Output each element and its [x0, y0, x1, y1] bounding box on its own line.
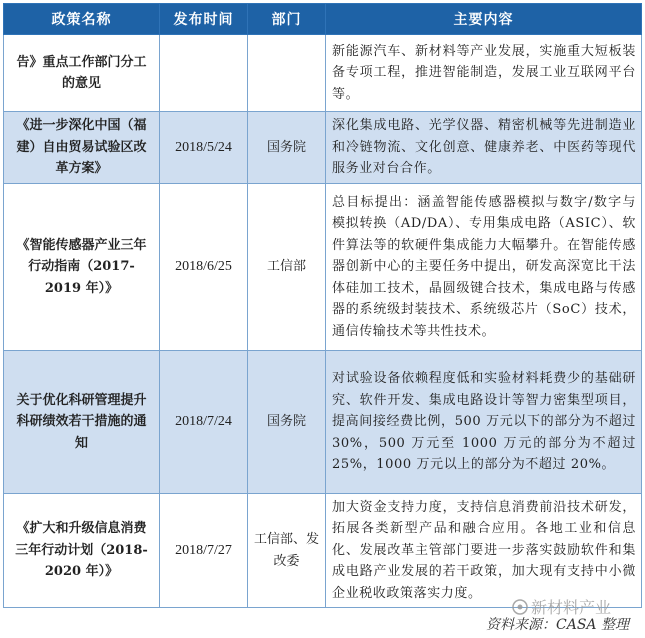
- policy-name: 关于优化科研管理提升科研绩效若干措施的通知: [4, 351, 160, 494]
- header-department: 部门: [248, 4, 326, 35]
- policy-name: 告》重点工作部门分工的意见: [4, 35, 160, 112]
- policy-name: 《智能传感器产业三年行动指南（2017-2019 年）》: [4, 184, 160, 351]
- policy-table: [3, 3, 642, 608]
- release-date: 2018/6/25: [160, 184, 248, 351]
- department: [248, 35, 326, 112]
- table-row: [4, 184, 642, 351]
- main-content: 深化集成电路、光学仪器、精密机械等先进制造业和冷链物流、文化创意、健康养老、中医药等现代服务业对台合作。: [326, 112, 642, 184]
- watermark-text: 新材料产业: [531, 598, 612, 617]
- main-content: 总目标提出：涵盖智能传感器模拟与数字/数字与模拟转换（AD/DA）、专用集成电路（ASIC）、软件算法等的软硬件集成能力大幅攀升。在智能传感器创新中心的主要任务中提出，研发高深宽比干法体硅加工技术，晶圆级键合技术，集成电路与传感器的系统级封装技术、系统级芯片（SoC）技术，通信传输技术等共性技术。: [326, 184, 642, 351]
- header-main-content: 主要内容: [326, 4, 642, 35]
- department: 国务院: [248, 351, 326, 494]
- main-content: 加大资金支持力度，支持信息消费前沿技术研发，拓展各类新型产品和融合应用。各地工业和信息化、发展改革主管部门要进一步落实鼓励软件和集成电路产业发展的若干政策，加大现有支持中小微企业税收政策落实力度。: [326, 494, 642, 608]
- source-note: 资料来源：CASA 整理: [486, 617, 629, 633]
- main-content: 新能源汽车、新材料等产业发展，实施重大短板装备专项工程，推进智能制造，发展工业互联网平台等。: [326, 35, 642, 112]
- header-release-date: 发布时间: [160, 4, 248, 35]
- table-header-row: [4, 4, 642, 35]
- policy-name: 《进一步深化中国（福建）自由贸易试验区改革方案》: [4, 112, 160, 184]
- release-date: 2018/7/24: [160, 351, 248, 494]
- table-row: [4, 112, 642, 184]
- department: 工信部: [248, 184, 326, 351]
- wechat-logo-icon: [512, 599, 528, 615]
- header-policy-name: 政策名称: [4, 4, 160, 35]
- table-row: [4, 494, 642, 608]
- policy-name: 《扩大和升级信息消费三年行动计划（2018-2020 年）》: [4, 494, 160, 608]
- release-date: 2018/7/27: [160, 494, 248, 608]
- main-content: 对试验设备依赖程度低和实验材料耗费少的基础研究、软件开发、集成电路设计等智力密集型项目，提高间接经费比例，500 万元以下的部分为不超过 30%，500 万元至 1000 万元的部分为不超过 25%，1000 万元以上的部分为不超过 20%。: [326, 351, 642, 494]
- release-date: [160, 35, 248, 112]
- table-row: [4, 351, 642, 494]
- table-row: [4, 35, 642, 112]
- department: 工信部、发改委: [248, 494, 326, 608]
- department: 国务院: [248, 112, 326, 184]
- release-date: 2018/5/24: [160, 112, 248, 184]
